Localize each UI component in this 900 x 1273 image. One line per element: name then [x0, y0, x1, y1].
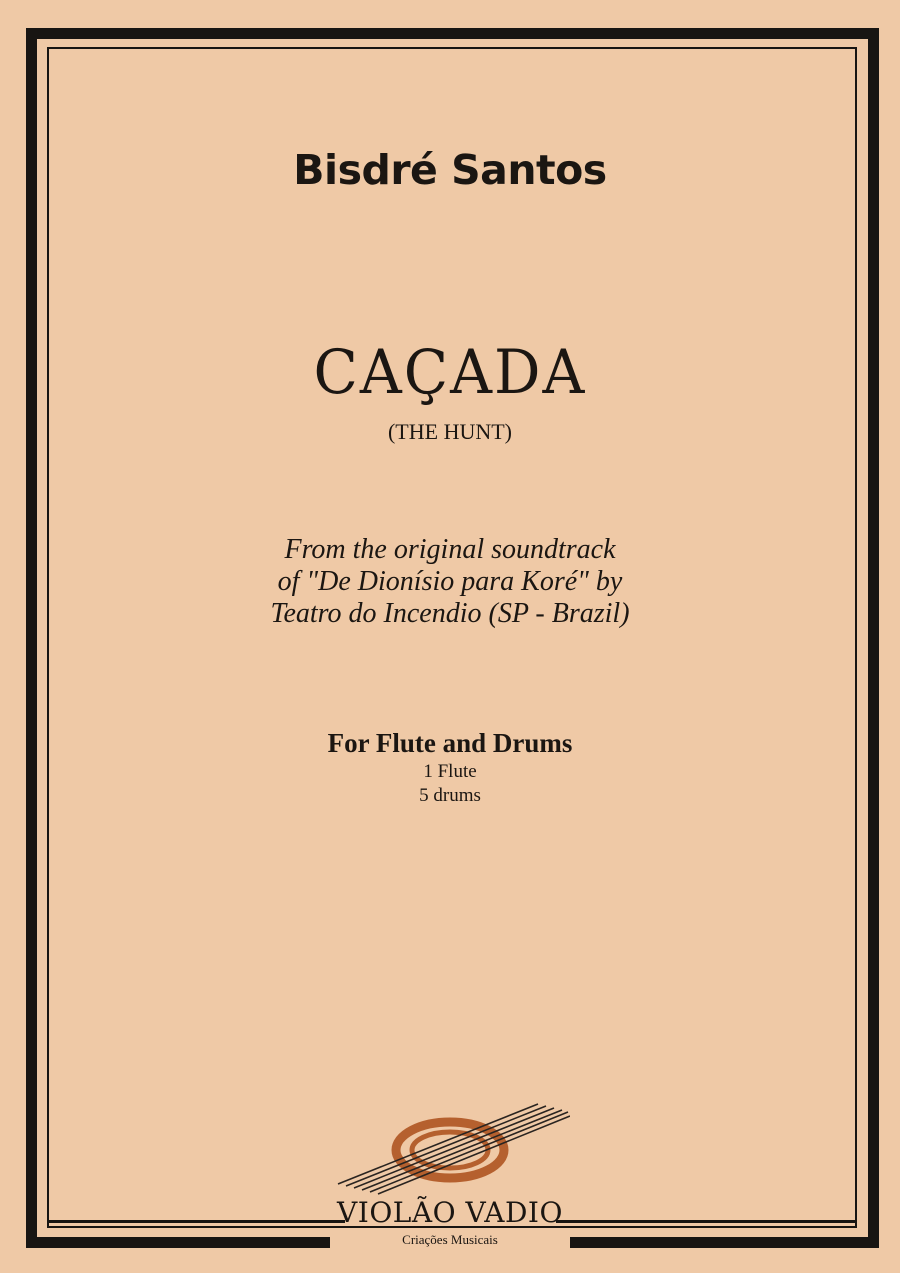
piece-subtitle: (THE HUNT) — [387, 419, 513, 444]
instrumentation-heading: For Flute and Drums — [327, 728, 573, 758]
inner-border — [47, 47, 857, 1228]
publisher-tagline: Criações Musicais — [402, 1232, 498, 1247]
instrument-line: 1 Flute — [423, 761, 477, 782]
guitar-soundhole-strings-logo — [330, 1098, 570, 1198]
instrumentation-block — [0, 726, 900, 808]
piece-title: CAÇADA — [313, 336, 587, 408]
origin-line: Teatro do Incendio (SP - Brazil) — [270, 598, 630, 629]
publisher-name: VIOLÃO VADIO — [337, 1196, 563, 1229]
composer-name: Bisdré Santos — [293, 146, 607, 194]
instrument-line: 5 drums — [419, 785, 481, 806]
origin-description — [0, 534, 900, 630]
origin-line: From the original soundtrack — [284, 534, 616, 565]
origin-line: of "De Dionísio para Koré" by — [277, 566, 623, 597]
